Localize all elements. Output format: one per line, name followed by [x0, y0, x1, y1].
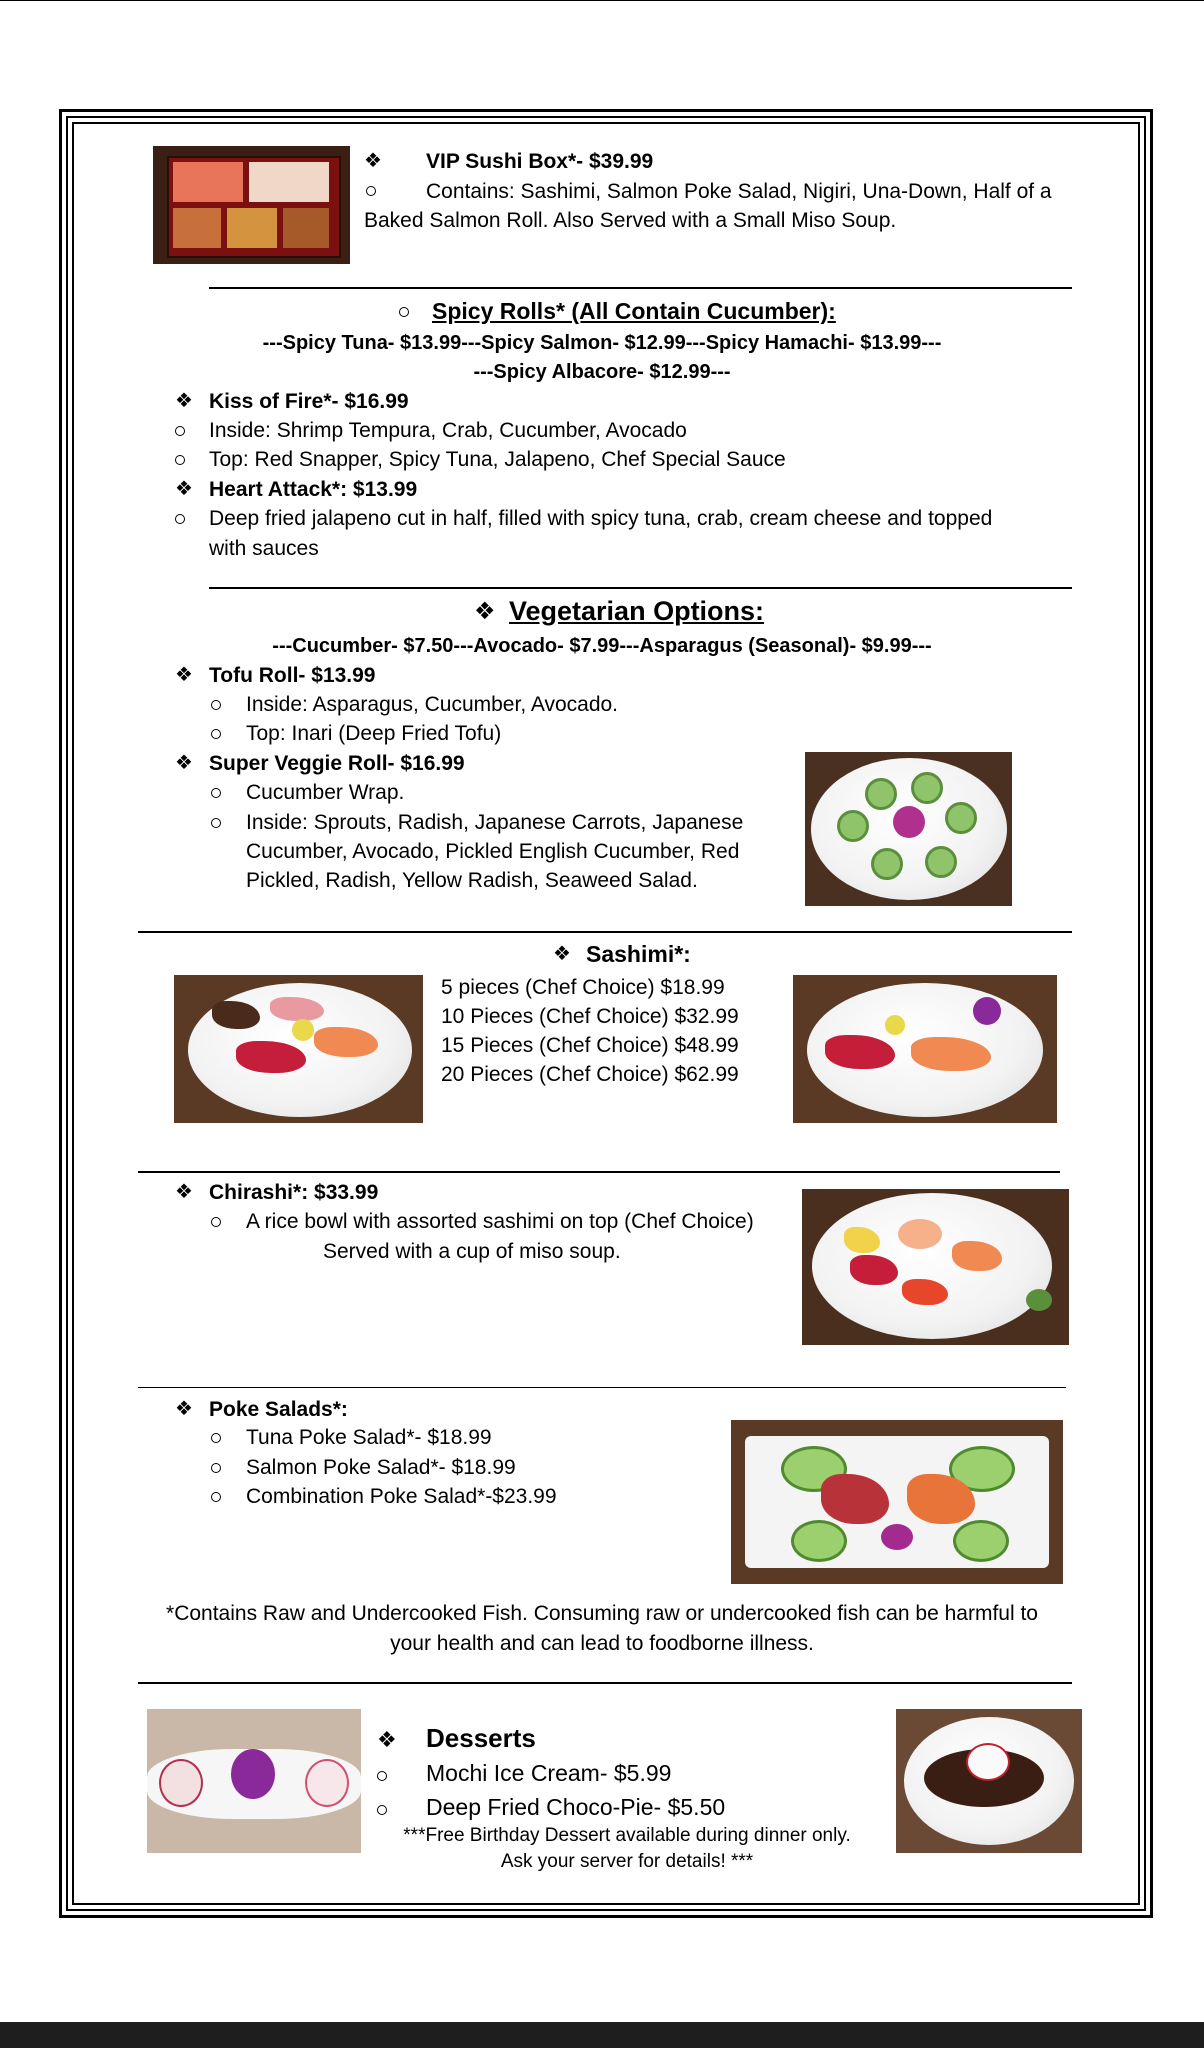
- super-veggie-roll-photo: [805, 752, 1012, 906]
- sashimi-photo-right: [793, 975, 1057, 1123]
- super-inside-circle-icon: [211, 818, 221, 828]
- choco-pie-dessert-photo: [896, 1709, 1082, 1853]
- poke-item-3: Combination Poke Salad*-$23.99: [246, 1485, 557, 1508]
- kiss-of-fire-inside: Inside: Shrimp Tempura, Crab, Cucumber, Avocado: [209, 419, 687, 442]
- sashimi-item-3: 15 Pieces (Chef Choice) $48.99: [441, 1034, 739, 1057]
- tofu-diamond-bullet-icon: ❖: [175, 664, 193, 686]
- raw-fish-warning-line2: your health and can lead to foodborne illness.: [390, 1632, 814, 1655]
- tofu-top-circle-icon: [211, 729, 221, 739]
- raw-fish-warning-line1: *Contains Raw and Undercooked Fish. Consuming raw or undercooked fish can be harmful to: [166, 1602, 1038, 1625]
- poke-salad-photo: [731, 1420, 1063, 1584]
- vip-diamond-bullet-icon: ❖: [364, 150, 382, 172]
- sashimi-diamond-bullet-icon: ❖: [553, 943, 571, 965]
- vip-circle-bullet-icon: [366, 186, 376, 196]
- kiss-of-fire-top: Top: Red Snapper, Spicy Tuna, Jalapeno, Chef Special Sauce: [209, 448, 786, 471]
- desserts-title: Desserts: [426, 1723, 536, 1753]
- chirashi-diamond-bullet-icon: ❖: [175, 1181, 193, 1203]
- heart-attack-title: Heart Attack*: $13.99: [209, 478, 418, 501]
- dessert-item-2-circle-icon: [377, 1805, 387, 1815]
- dessert-item-2: Deep Fried Choco-Pie- $5.50: [426, 1794, 726, 1820]
- super-diamond-bullet-icon: ❖: [175, 752, 193, 774]
- tofu-inside-circle-icon: [211, 700, 221, 710]
- tofu-roll-inside: Inside: Asparagus, Cucumber, Avocado.: [246, 693, 619, 716]
- chirashi-title: Chirashi*: $33.99: [209, 1181, 379, 1204]
- super-veggie-inside-2: Cucumber, Avocado, Pickled English Cucumber, Red: [246, 840, 740, 863]
- birthday-dessert-note: ***Free Birthday Dessert available during dinner only.: [403, 1825, 851, 1846]
- vip-sushi-box-photo: [153, 146, 350, 264]
- heart-diamond-bullet-icon: ❖: [175, 478, 193, 500]
- bottom-dark-bar: [0, 2022, 1204, 2048]
- sashimi-item-1: 5 pieces (Chef Choice) $18.99: [441, 976, 725, 999]
- divider-2: [209, 587, 1072, 589]
- chirashi-photo: [802, 1189, 1069, 1345]
- poke-item-2-circle-icon: [211, 1463, 221, 1473]
- heart-attack-desc: Deep fried jalapeno cut in half, filled with spicy tuna, crab, cream cheese and topped: [209, 507, 993, 530]
- vegetarian-heading: Vegetarian Options:: [509, 596, 765, 626]
- vip-contains: Contains: Sashimi, Salmon Poke Salad, Nigiri, Una-Down, Half of a: [426, 180, 1052, 203]
- tofu-roll-title: Tofu Roll- $13.99: [209, 664, 376, 687]
- vegetarian-line1: ---Cucumber- $7.50---Avocado- $7.99---Asparagus (Seasonal)- $9.99---: [272, 635, 932, 657]
- dessert-item-1-circle-icon: [377, 1771, 387, 1781]
- divider-5: [138, 1387, 1066, 1388]
- spicy-rolls-line2: ---Spicy Albacore- $12.99---: [473, 361, 731, 383]
- ask-server-note: Ask your server for details! ***: [500, 1851, 754, 1872]
- super-veggie-inside-3: Pickled, Radish, Yellow Radish, Seaweed Salad.: [246, 869, 698, 892]
- sashimi-heading: Sashimi*:: [586, 941, 691, 967]
- sashimi-item-4: 20 Pieces (Chef Choice) $62.99: [441, 1063, 739, 1086]
- poke-diamond-bullet-icon: ❖: [175, 1398, 193, 1420]
- poke-item-3-circle-icon: [211, 1492, 221, 1502]
- divider-1: [209, 287, 1072, 289]
- dessert-item-1: Mochi Ice Cream- $5.99: [426, 1760, 672, 1786]
- heart-circle-icon: [175, 514, 185, 524]
- vip-title: VIP Sushi Box*- $39.99: [426, 150, 654, 173]
- super-veggie-wrap: Cucumber Wrap.: [246, 781, 405, 804]
- super-wrap-circle-icon: [211, 788, 221, 798]
- kiss-diamond-bullet-icon: ❖: [175, 390, 193, 412]
- sashimi-item-2: 10 Pieces (Chef Choice) $32.99: [441, 1005, 739, 1028]
- tofu-roll-top: Top: Inari (Deep Fried Tofu): [246, 722, 502, 745]
- super-veggie-title: Super Veggie Roll- $16.99: [209, 752, 465, 775]
- chirashi-desc-cont: Served with a cup of miso soup.: [323, 1240, 621, 1263]
- chirashi-circle-icon: [211, 1217, 221, 1227]
- chirashi-desc: A rice bowl with assorted sashimi on top (Chef Choice): [246, 1210, 754, 1233]
- spicy-rolls-line1: ---Spicy Tuna- $13.99---Spicy Salmon- $12.99---Spicy Hamachi- $13.99---: [262, 332, 942, 354]
- kiss-of-fire-title: Kiss of Fire*- $16.99: [209, 390, 409, 413]
- poke-item-1-circle-icon: [211, 1433, 221, 1443]
- divider-4: [138, 1171, 1060, 1173]
- heart-attack-desc-cont: with sauces: [209, 537, 319, 560]
- vip-contains-cont: Baked Salmon Roll. Also Served with a Small Miso Soup.: [364, 209, 897, 232]
- spicy-rolls-heading: Spicy Rolls* (All Contain Cucumber):: [432, 298, 836, 324]
- divider-6: [138, 1682, 1072, 1684]
- desserts-diamond-bullet-icon: ❖: [377, 1727, 397, 1752]
- poke-item-1: Tuna Poke Salad*- $18.99: [246, 1426, 492, 1449]
- super-veggie-inside-1: Inside: Sprouts, Radish, Japanese Carrots, Japanese: [246, 811, 744, 834]
- top-edge-line: [0, 0, 1204, 1]
- spicy-circle-bullet-icon: [399, 307, 409, 317]
- kiss-top-circle-icon: [175, 455, 185, 465]
- veg-diamond-bullet-icon: ❖: [474, 598, 496, 625]
- sashimi-photo-left: [174, 975, 423, 1123]
- poke-item-2: Salmon Poke Salad*- $18.99: [246, 1456, 516, 1479]
- kiss-inside-circle-icon: [175, 426, 185, 436]
- poke-salads-title: Poke Salads*:: [209, 1398, 348, 1421]
- divider-3: [138, 931, 1072, 933]
